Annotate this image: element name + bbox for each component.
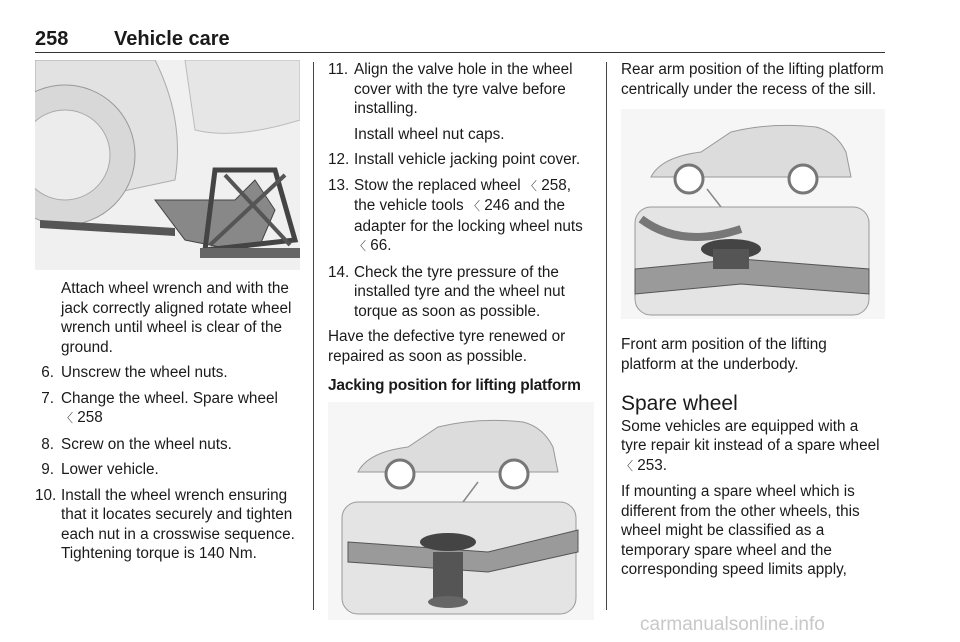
list-number: 13. (328, 176, 350, 194)
list-item (35, 435, 300, 455)
column-divider (606, 62, 607, 610)
page-reference[interactable]: 258 (77, 409, 103, 426)
list-text-body: the vehicle tools (354, 197, 464, 214)
lifting-platform-rear-illustration (328, 402, 594, 620)
page-reference-icon: 〈 (354, 239, 367, 253)
list-text (354, 60, 594, 144)
column-divider (313, 62, 314, 610)
list-item (35, 460, 300, 480)
column-3 (621, 60, 885, 586)
page-reference[interactable]: 253. (637, 456, 668, 474)
list-text-body: Change the wheel. Spare wheel (61, 389, 278, 407)
figure-caption: Attach wheel wrench and with the jack correctly aligned rotate wheel wrench until wheel is clear of the ground. (61, 280, 292, 356)
paragraph: If mounting a spare wheel which is different from the other wheels, this wheel might be classified as a temporary spare wheel and the corresponding speed limits apply, (621, 483, 860, 578)
section-title: Vehicle care (114, 28, 230, 50)
list-text-body: Align the valve hole in the wheel cover with the tyre valve before installing. (354, 61, 573, 117)
lifting-platform-front-illustration (621, 109, 885, 319)
list-number: 12. (328, 151, 350, 168)
page-number: 258 (35, 28, 69, 50)
list-item (328, 150, 594, 170)
watermark: carmanualsonline.info (640, 614, 825, 635)
jack-wrench-illustration (35, 60, 300, 270)
list-item (328, 263, 594, 322)
list-number: 10. (35, 486, 57, 504)
page-reference-icon: 〈 (621, 458, 634, 473)
list-item (35, 486, 300, 564)
list-text (354, 176, 594, 257)
page-reference-icon: 〈 (467, 199, 480, 213)
list-text: Lower vehicle. (61, 461, 159, 478)
page-header (35, 28, 885, 53)
list-number: 14. (328, 263, 350, 281)
page-reference[interactable]: 246 and the adapter for the locking wheel nuts (354, 197, 583, 235)
page-reference-icon: 〈 (524, 178, 537, 193)
list-text: Install vehicle jacking point cover. (354, 151, 581, 168)
list-text-body: Stow the replaced wheel (354, 176, 521, 194)
list-item (35, 389, 300, 429)
list-text: Install the wheel wrench ensuring that it locates securely and tighten each nut in a crosswise sequence. Tightening torque is 140 Nm. (61, 486, 295, 562)
list-text (61, 389, 300, 429)
paragraph: Have the defective tyre renewed or repaired as soon as possible. (328, 328, 566, 365)
list-number: 8. (41, 435, 54, 453)
list-text: Unscrew the wheel nuts. (61, 364, 228, 381)
list-item (35, 363, 300, 383)
list-number: 9. (41, 461, 54, 478)
section-heading: Jacking position for lifting platform (328, 377, 581, 394)
list-text: Check the tyre pressure of the installed tyre and the wheel nut torque as soon as possible. (354, 263, 565, 320)
paragraph (621, 417, 885, 477)
column-2 (328, 60, 594, 620)
list-number: 7. (41, 389, 54, 407)
paragraph: Rear arm position of the lifting platform centrically under the recess of the sill. (621, 61, 884, 98)
list-item (328, 60, 594, 144)
page-reference[interactable]: 258, (541, 176, 571, 194)
section-heading: Spare wheel (621, 392, 738, 415)
list-number: 11. (328, 61, 349, 78)
paragraph-text: Some vehicles are equipped with a tyre repair kit instead of a spare wheel (621, 417, 880, 454)
list-number: 6. (41, 364, 54, 381)
paragraph: Front arm position of the lifting platform at the underbody. (621, 336, 827, 373)
page-reference[interactable]: 66. (370, 237, 392, 254)
column-1 (35, 60, 300, 570)
list-item (328, 176, 594, 257)
page-reference-icon: 〈 (61, 411, 74, 425)
list-subtext: Install wheel nut caps. (354, 125, 505, 143)
list-text: Screw on the wheel nuts. (61, 435, 232, 453)
